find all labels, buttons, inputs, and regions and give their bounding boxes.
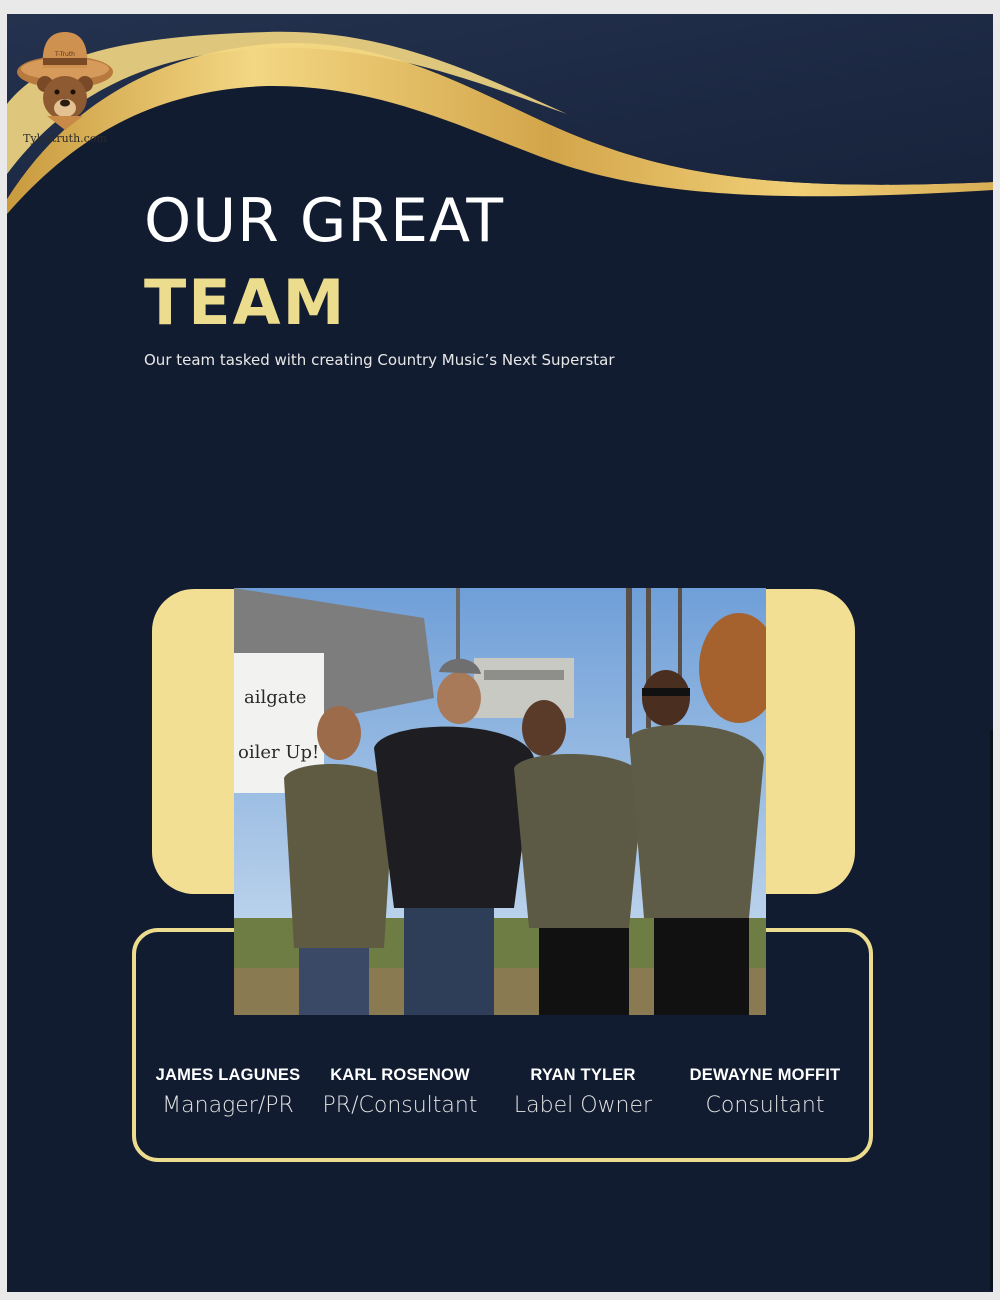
gold-wave-decoration [7,14,993,214]
member-name: KARL ROSENOW [330,1066,470,1084]
svg-text:oiler Up!: oiler Up! [238,742,320,763]
member-name: DEWAYNE MOFFIT [689,1066,841,1084]
page-title-line-1: OUR GREAT [144,186,505,256]
svg-text:ailgate: ailgate [244,687,307,708]
scrollbar-track[interactable] [990,730,993,1290]
team-photo [234,588,766,1015]
logo[interactable] [13,24,117,146]
member-role: Label Owner [513,1093,653,1118]
page-subtitle: Our team tasked with creating Country Music’s Next Superstar [144,351,615,369]
team-member-james [142,1066,314,1118]
member-role: PR/Consultant [322,1093,478,1118]
page-title-line-2: TEAM [144,266,347,339]
member-role: Consultant [705,1093,825,1118]
team-member-ryan [497,1066,669,1118]
team-member-dewayne [677,1066,853,1118]
svg-text:T-Truth: T-Truth [55,51,75,58]
member-name: RYAN TYLER [530,1066,636,1084]
team-member-karl [314,1066,486,1118]
logo-text: Tylertruth.com [23,132,107,145]
member-name: JAMES LAGUNES [155,1066,301,1084]
member-role: Manager/PR [162,1093,294,1118]
page [7,14,993,1292]
cowboy-bear-icon [13,24,117,132]
